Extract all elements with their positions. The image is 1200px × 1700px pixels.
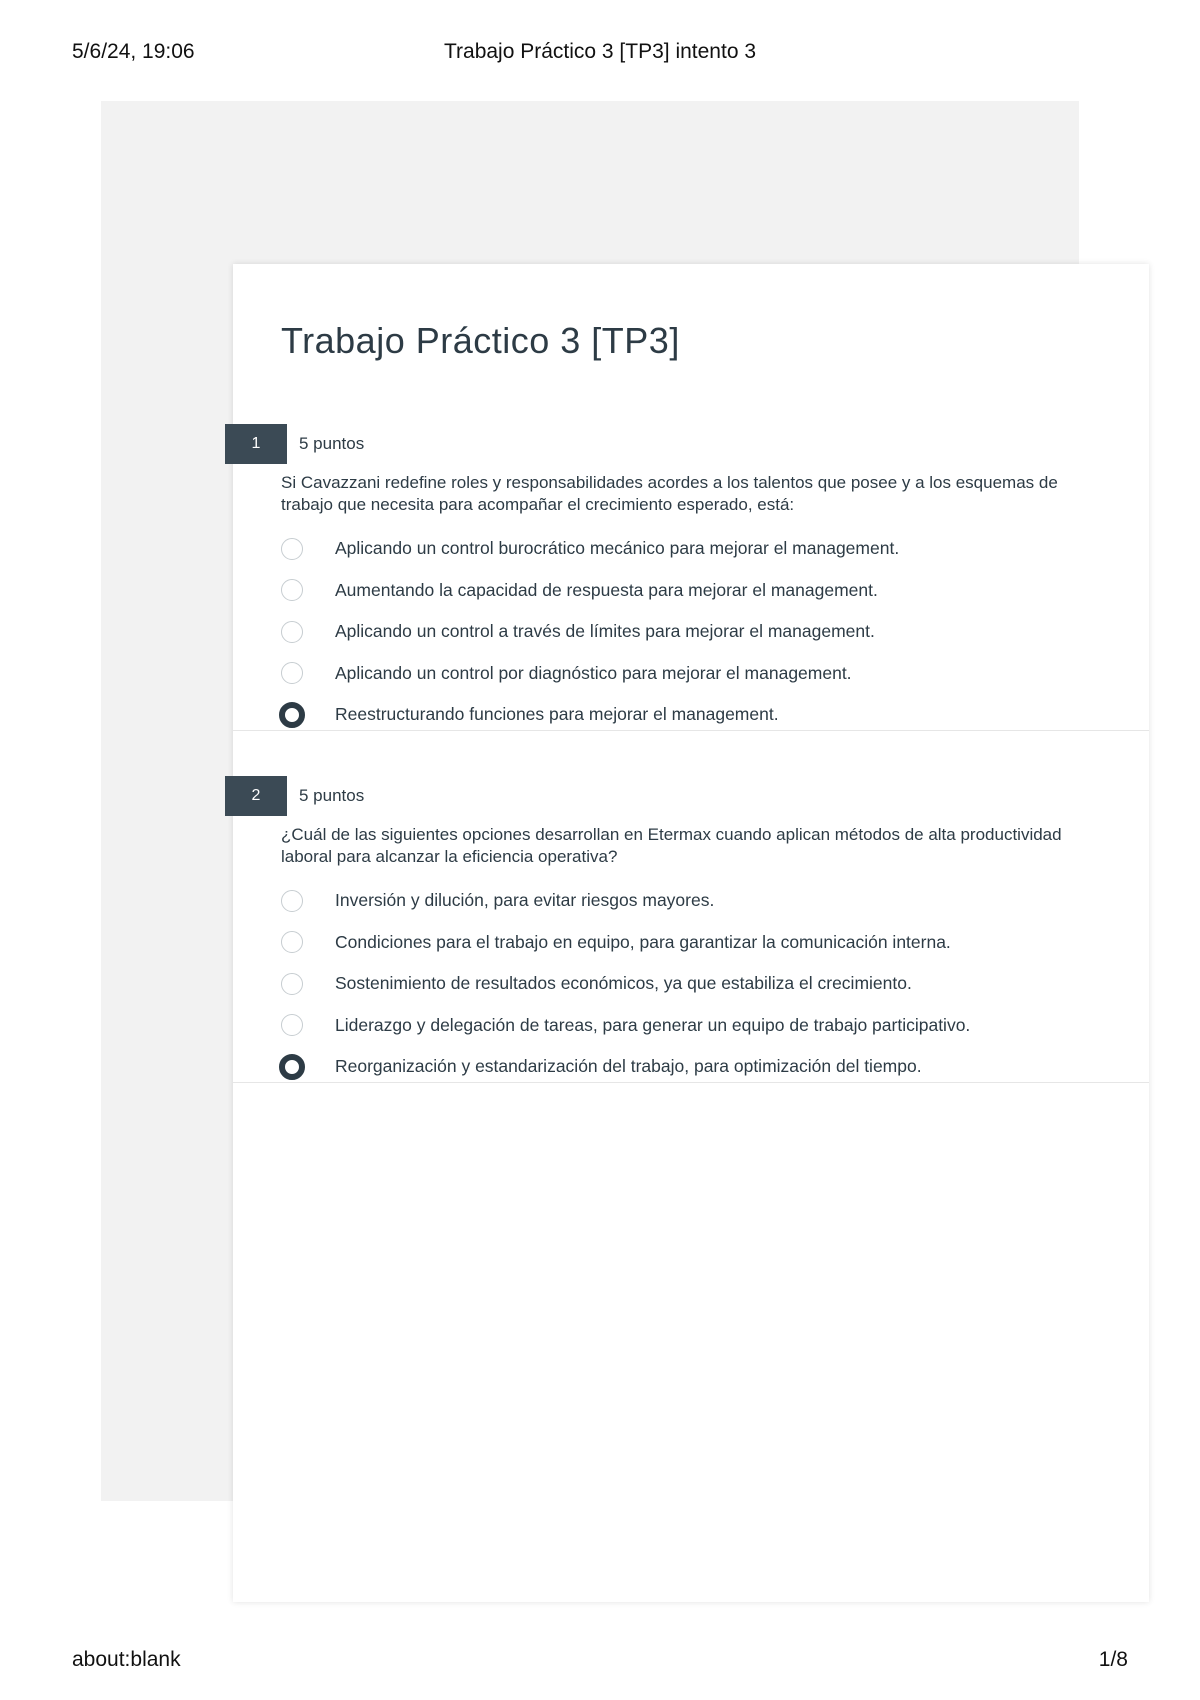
print-header bbox=[0, 40, 1200, 70]
question-1 bbox=[233, 424, 1149, 731]
question-text: ¿Cuál de las siguientes opciones desarrollan en Etermax cuando aplican métodos de alta productividad laboral para alcanzar la eficiencia operativa? bbox=[281, 825, 1062, 866]
radio-button[interactable] bbox=[281, 579, 303, 601]
answer-option[interactable] bbox=[281, 570, 1121, 612]
question-2 bbox=[233, 776, 1149, 1083]
answer-option[interactable] bbox=[281, 528, 1121, 570]
page-background bbox=[101, 101, 1079, 1501]
radio-button[interactable] bbox=[279, 1054, 305, 1080]
answer-list bbox=[281, 880, 1121, 1088]
question-number-badge: 1 bbox=[225, 424, 287, 464]
print-url: about:blank bbox=[72, 1648, 181, 1671]
radio-button[interactable] bbox=[281, 1014, 303, 1036]
answer-label: Aplicando un control por diagnóstico para mejorar el management. bbox=[335, 662, 852, 683]
answer-option[interactable] bbox=[281, 963, 1121, 1005]
radio-button[interactable] bbox=[281, 621, 303, 643]
radio-button[interactable] bbox=[279, 702, 305, 728]
question-points: 5 puntos bbox=[299, 786, 365, 805]
radio-button[interactable] bbox=[281, 538, 303, 560]
question-points: 5 puntos bbox=[299, 434, 365, 453]
answer-label: Reestructurando funciones para mejorar el management. bbox=[335, 704, 779, 725]
answer-label: Aplicando un control a través de límites para mejorar el management. bbox=[335, 621, 875, 642]
question-text: Si Cavazzani redefine roles y responsabilidades acordes a los talentos que posee y a los esquemas de trabajo que necesita para acompañar el crecimiento esperado, está: bbox=[281, 473, 1058, 514]
radio-button[interactable] bbox=[281, 931, 303, 953]
print-footer bbox=[0, 1648, 1200, 1678]
print-date: 5/6/24, 19:06 bbox=[72, 40, 195, 63]
radio-button[interactable] bbox=[281, 662, 303, 684]
answer-label: Sostenimiento de resultados económicos, ya que estabiliza el crecimiento. bbox=[335, 973, 912, 994]
print-document-title: Trabajo Práctico 3 [TP3] intento 3 bbox=[443, 40, 757, 63]
answer-list bbox=[281, 528, 1121, 736]
print-page-number: 1/8 bbox=[1098, 1648, 1128, 1671]
answer-label: Aplicando un control burocrático mecánico para mejorar el management. bbox=[335, 538, 900, 559]
answer-label: Condiciones para el trabajo en equipo, para garantizar la comunicación interna. bbox=[335, 931, 951, 952]
answer-label: Liderazgo y delegación de tareas, para generar un equipo de trabajo participativo. bbox=[335, 1014, 971, 1035]
answer-option[interactable] bbox=[281, 611, 1121, 653]
answer-option[interactable] bbox=[281, 694, 1121, 736]
answer-label: Inversión y dilución, para evitar riesgos mayores. bbox=[335, 890, 715, 911]
quiz-card bbox=[233, 264, 1149, 1602]
answer-option[interactable] bbox=[281, 653, 1121, 695]
radio-button[interactable] bbox=[281, 973, 303, 995]
radio-button[interactable] bbox=[281, 890, 303, 912]
answer-option[interactable] bbox=[281, 1046, 1121, 1088]
answer-option[interactable] bbox=[281, 1005, 1121, 1047]
quiz-title: Trabajo Práctico 3 [TP3] bbox=[281, 320, 680, 361]
answer-option[interactable] bbox=[281, 880, 1121, 922]
answer-label: Reorganización y estandarización del trabajo, para optimización del tiempo. bbox=[335, 1056, 922, 1077]
answer-option[interactable] bbox=[281, 922, 1121, 964]
question-number-badge: 2 bbox=[225, 776, 287, 816]
answer-label: Aumentando la capacidad de respuesta para mejorar el management. bbox=[335, 579, 878, 600]
